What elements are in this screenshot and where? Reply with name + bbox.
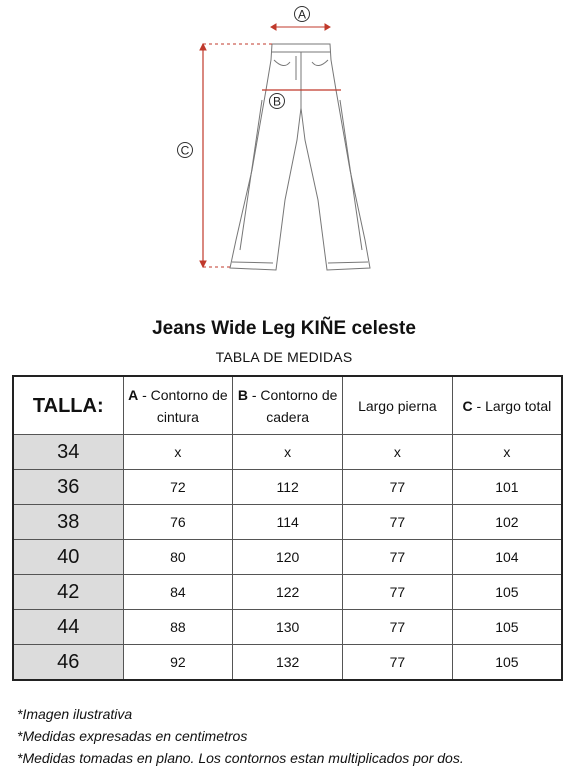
table-row (13, 505, 562, 540)
cell-talla: 36 (13, 470, 123, 505)
footnote: *Medidas expresadas en centimetros (17, 728, 248, 744)
cell-b: x (233, 435, 343, 470)
cell-talla: 38 (13, 505, 123, 540)
label-b (270, 94, 285, 109)
label-c (178, 143, 193, 158)
table-row (13, 645, 562, 681)
cell-c: 102 (452, 505, 562, 540)
cell-largo: 77 (343, 610, 453, 645)
cell-talla: 46 (13, 645, 123, 681)
product-title: Jeans Wide Leg KIÑE celeste (152, 318, 416, 339)
cell-c: 105 (452, 575, 562, 610)
svg-text:C: C (180, 143, 190, 158)
cell-b: 130 (233, 610, 343, 645)
cell-b: 122 (233, 575, 343, 610)
header-b-text: - Contorno de cadera (247, 386, 338, 425)
svg-text:A: A (297, 7, 307, 22)
header-c-letter: C (462, 397, 473, 414)
header-a (123, 376, 233, 435)
header-talla: TALLA: (13, 376, 123, 435)
cell-b: 112 (233, 470, 343, 505)
cell-b: 132 (233, 645, 343, 681)
cell-a: 88 (123, 610, 233, 645)
cell-largo: 77 (343, 540, 453, 575)
cell-talla: 34 (13, 435, 123, 470)
svg-text:B: B (272, 94, 282, 109)
cell-talla: 42 (13, 575, 123, 610)
cell-largo: x (343, 435, 453, 470)
header-c-text: - Largo total (472, 397, 552, 414)
header-a-text: - Contorno de cintura (138, 386, 228, 425)
footnote: *Medidas tomadas en plano. Los contornos estan multiplicados por dos. (17, 750, 464, 766)
cell-b: 120 (233, 540, 343, 575)
jeans-outline (230, 44, 370, 270)
cell-c: 104 (452, 540, 562, 575)
table-row (13, 575, 562, 610)
cell-talla: 40 (13, 540, 123, 575)
header-b (233, 376, 343, 435)
cell-c: x (452, 435, 562, 470)
cell-largo: 77 (343, 645, 453, 681)
table-row (13, 610, 562, 645)
cell-c: 105 (452, 610, 562, 645)
size-table (12, 375, 563, 681)
cell-a: 92 (123, 645, 233, 681)
label-a (295, 7, 310, 22)
table-row (13, 470, 562, 505)
jeans-diagram (0, 0, 568, 300)
cell-c: 101 (452, 470, 562, 505)
footnote: *Imagen ilustrativa (17, 706, 133, 722)
cell-a: 76 (123, 505, 233, 540)
cell-a: 80 (123, 540, 233, 575)
cell-b: 114 (233, 505, 343, 540)
table-header-row (13, 376, 562, 435)
cell-a: x (123, 435, 233, 470)
cell-largo: 77 (343, 505, 453, 540)
cell-talla: 44 (13, 610, 123, 645)
header-c (452, 376, 562, 435)
cell-c: 105 (452, 645, 562, 681)
cell-largo: 77 (343, 470, 453, 505)
cell-largo: 77 (343, 575, 453, 610)
table-row (13, 435, 562, 470)
table-row (13, 540, 562, 575)
header-b-letter: B (237, 386, 248, 403)
header-largo: Largo pierna (343, 376, 453, 435)
cell-a: 72 (123, 470, 233, 505)
cell-a: 84 (123, 575, 233, 610)
footnotes (17, 703, 464, 769)
table-subtitle: TABLA DE MEDIDAS (215, 349, 353, 365)
header-a-letter: A (128, 386, 139, 403)
